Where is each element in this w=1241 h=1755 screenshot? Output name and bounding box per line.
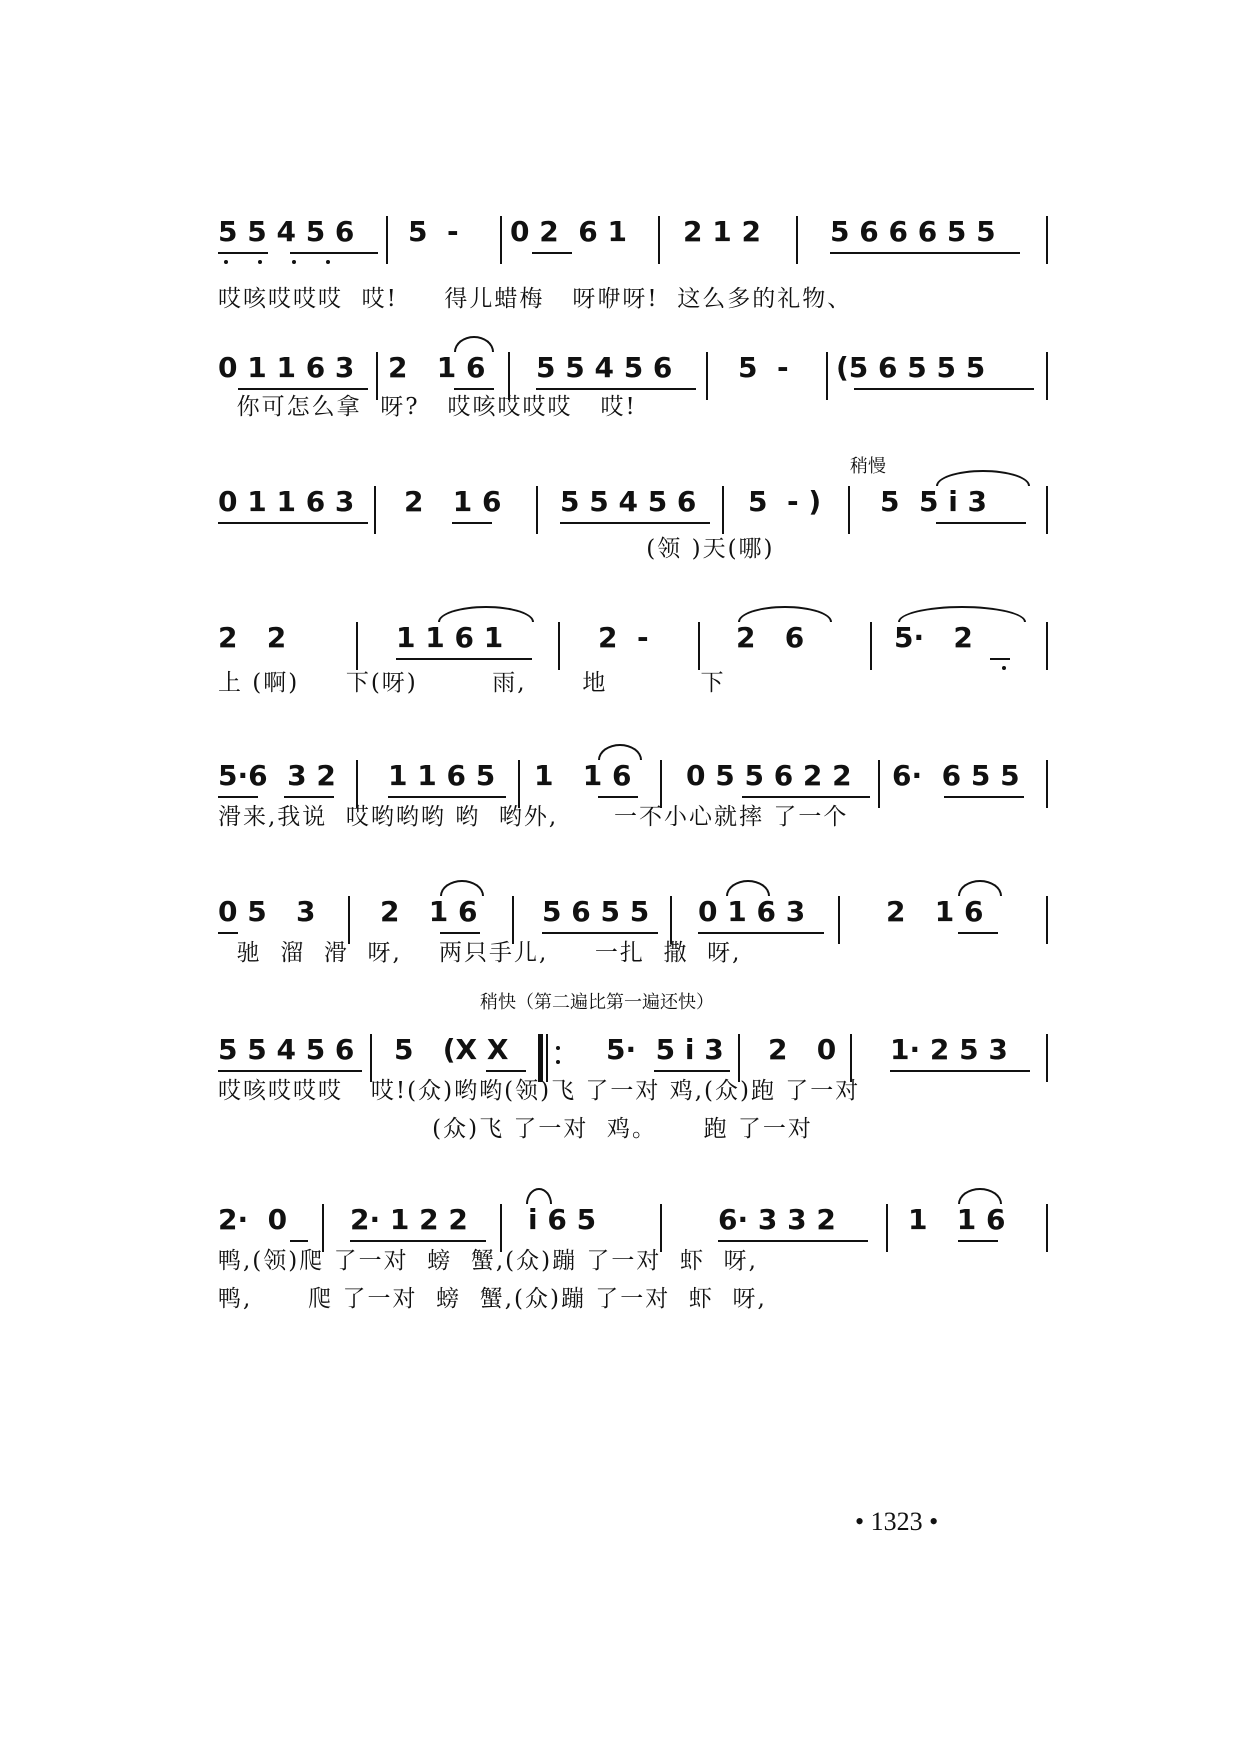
slur [598,744,642,760]
measure-5: 1· 2 5 3 [890,1033,1008,1066]
barline [698,622,700,670]
measure-5: 5· 2 [894,621,973,654]
repeat-barline [538,1034,543,1082]
underline [958,1240,998,1242]
octave-dot [326,260,330,264]
measure-2: 2· 1 2 2 [350,1203,468,1236]
underline [454,388,494,390]
slur [526,1188,552,1204]
measure-5: 5 6 6 6 5 5 [830,215,996,248]
tempo-marking: 稍慢 [850,456,886,477]
slur [726,880,770,896]
barline [738,1034,740,1082]
barline [796,216,798,264]
measure-2: 2 1 6 [380,895,478,928]
repeat-dot [556,1060,560,1064]
measure-3: 1 1 6 [534,759,632,792]
barline [512,896,514,944]
barline [722,486,724,534]
barline [500,1204,502,1252]
underline [936,522,1026,524]
slur [438,606,534,622]
underline [238,388,368,390]
repeat-barline [546,1034,548,1082]
barline [348,896,350,944]
barline [500,216,502,264]
underline [290,252,378,254]
barline [826,352,828,400]
octave-dot [258,260,262,264]
underline [958,932,998,934]
barline [886,1204,888,1252]
page-number: • 1323 • [855,1507,939,1536]
barline [838,896,840,944]
lyric-line: 上 (啊) 下(呀) 雨, 地 下 [218,670,726,696]
measure-4: 2 6 [736,621,805,654]
slur [898,606,1026,622]
underline [990,658,1010,660]
slur [440,880,484,896]
barline [850,1034,852,1082]
measure-4: 5 - ) [748,485,822,518]
underline [388,796,506,798]
measure-3: i 6 5 [528,1203,597,1236]
underline [854,388,1034,390]
measure-3: 0 2 6 1 [510,215,627,248]
barline [1046,216,1048,264]
barline [1046,760,1048,808]
measure-5: (5 6 5 5 5 [836,351,986,384]
underline [452,522,492,524]
measure-2: 5 (X X [394,1033,509,1066]
measure-1: 5 5 4 5 6 [218,1033,355,1066]
note-row [218,482,1053,542]
slur [738,606,832,622]
barline [1046,352,1048,400]
lyric-line: 哎咳哎哎哎 哎! 得儿蜡梅 呀咿呀! 这么多的礼物、 [218,286,853,312]
measure-4: 2 1 2 [683,215,761,248]
measure-4: 0 1 6 3 [698,895,806,928]
measure-1: 5·6 3 2 [218,759,336,792]
slur [958,1188,1002,1204]
measure-3: 5 5 4 5 6 [560,485,697,518]
measure-4: 0 5 5 6 2 2 [686,759,852,792]
underline [830,252,1020,254]
lyric-line: 哎咳哎哎哎 哎!(众)哟哟(领)飞 了一对 鸡,(众)跑 了一对 [218,1078,861,1104]
measure-3: 5 6 5 5 [542,895,650,928]
barline [386,216,388,264]
underline [440,932,480,934]
measure-1: 5 5 4 5 6 [218,215,355,248]
slur [936,470,1030,486]
barline [322,1204,324,1252]
tempo-marking: 稍快（第二遍比第一遍还快） [480,992,714,1013]
barline [356,760,358,808]
barline [536,486,538,534]
barline [1046,1204,1048,1252]
lyric-line: 你可怎么拿 呀? 哎咳哎哎哎 哎! [218,394,637,420]
barline [670,896,672,944]
barline [706,352,708,400]
measure-3: 2 - [598,621,649,654]
underline [486,1070,526,1072]
barline [1046,622,1048,670]
slur [454,336,494,352]
octave-dot [292,260,296,264]
underline [542,932,658,934]
underline [536,388,696,390]
barline [1046,1034,1048,1082]
measure-1: 2· 0 [218,1203,288,1236]
measure-2: 1 1 6 5 [388,759,496,792]
underline [290,1240,308,1242]
measure-2: 2 1 6 [404,485,502,518]
measure-1: 2 2 [218,621,287,654]
measure-5: 1 1 6 [908,1203,1006,1236]
underline [396,658,532,660]
lyric-line: (领 )天(哪) [218,536,775,562]
measure-4: 6· 3 3 2 [718,1203,836,1236]
measure-3: 5· 5 i 3 [606,1033,724,1066]
lyric-line: 滑来,我说 哎哟哟哟 哟 哟外, 一不小心就摔 了一个 [218,804,849,830]
underline [698,932,824,934]
barline [658,216,660,264]
barline [370,1034,372,1082]
slur [958,880,1002,896]
note-row [218,212,1053,272]
underline [718,1240,868,1242]
underline [218,252,268,254]
lyric-line: 鸭,(领)爬 了一对 螃 蟹,(众)蹦 了一对 虾 呀, [218,1248,758,1274]
barline [558,622,560,670]
barline [848,486,850,534]
measure-2: 5 - [408,215,459,248]
underline [218,932,238,934]
barline [660,1204,662,1252]
underline [598,796,638,798]
barline [1046,896,1048,944]
measure-5: 5 5 i 3 [880,485,988,518]
measure-4: 5 - [738,351,789,384]
barline [878,760,880,808]
lyric-line-second-verse: 鸭, 爬 了一对 螃 蟹,(众)蹦 了一对 虾 呀, [218,1286,767,1312]
barline [374,486,376,534]
underline [350,1240,486,1242]
measure-2: 1 1 6 1 [396,621,504,654]
lyric-line: 驰 溜 滑 呀, 两只手儿, 一扎 撒 呀, [218,940,742,966]
underline [560,522,710,524]
underline [654,1070,730,1072]
underline [532,252,572,254]
lyric-line-second-verse: (众)飞 了一对 鸡。 跑 了一对 [218,1116,813,1142]
underline [890,1070,1030,1072]
barline [660,760,662,808]
measure-1: 0 1 1 6 3 [218,485,355,518]
octave-dot [1002,666,1006,670]
barline [1046,486,1048,534]
underline [284,796,334,798]
underline [218,1070,362,1072]
repeat-dot [556,1046,560,1050]
measure-5: 6· 6 5 5 [892,759,1020,792]
measure-3: 5 5 4 5 6 [536,351,673,384]
measure-1: 0 1 1 6 3 [218,351,355,384]
underline [218,522,368,524]
underline [944,796,1024,798]
barline [870,622,872,670]
measure-1: 0 5 3 [218,895,316,928]
underline [742,796,870,798]
underline [218,796,258,798]
barline [356,622,358,670]
measure-2: 2 1 6 [388,351,486,384]
measure-5: 2 1 6 [886,895,984,928]
measure-4: 2 0 [768,1033,837,1066]
barline [518,760,520,808]
octave-dot [224,260,228,264]
